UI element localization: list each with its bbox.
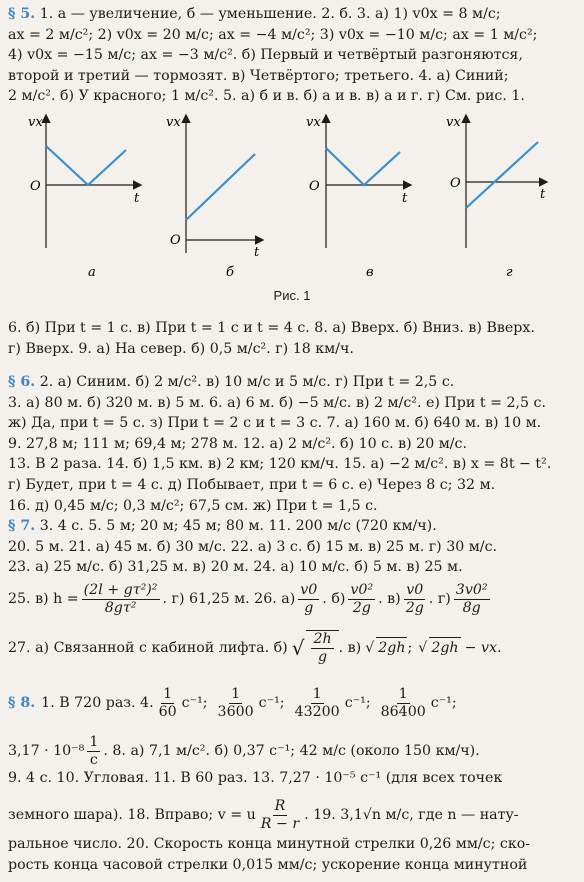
answer-27b-fraction: $\frac{2h}{g}$ bbox=[313, 631, 332, 665]
panel-label-c: в bbox=[366, 265, 374, 280]
section-5 bbox=[8, 4, 578, 107]
section-6-line-2: 3. а) 80 м. б) 320 м. в) 5 м. 6. а) 6 м. б) −5 м/с. в) 2 м/с². е) При t = 2,5 с. bbox=[8, 394, 546, 411]
section-8-line-1 bbox=[8, 686, 578, 721]
section-6-line-1: 2. а) Синим. б) 2 м/с². в) 10 м/с и 5 м/с. г) При t = 2,5 с. bbox=[39, 374, 455, 390]
section-6 bbox=[8, 372, 578, 516]
velocity-line-c bbox=[326, 148, 400, 185]
answer-26d-label: . г) bbox=[428, 591, 451, 608]
graph-panel-b bbox=[166, 115, 262, 260]
answer-27-separator: ; bbox=[407, 639, 413, 656]
axis-y-label-a: vx bbox=[28, 115, 43, 130]
section-8-line-3-text: 9. 4 с. 10. Угловая. 11. В 60 раз. 13. 7,27 · 10⁻⁵ с⁻¹ (для всех точек bbox=[8, 770, 503, 786]
section-5-line-4: второй и третий — тормозят. в) Четвёртого; третьего. 4. а) Синий; bbox=[8, 67, 509, 84]
section-5-header: § 5. bbox=[8, 6, 36, 22]
panel-label-a: а bbox=[88, 265, 96, 280]
graph-panel-c bbox=[306, 115, 410, 248]
axis-x-label-d: t bbox=[540, 187, 546, 202]
answer-27c-label: . в) bbox=[338, 639, 362, 656]
section-5-line-1: 1. а — увеличение, б — уменьшение. 2. б. 3. а) 1) v0x = 8 м/с; bbox=[39, 6, 501, 22]
axis-y-label-d: vx bbox=[446, 115, 461, 130]
velocity-line-b bbox=[186, 154, 255, 220]
section-8-line-3 bbox=[8, 768, 578, 789]
answer-18-fraction: $\frac{R}{R - r}$ bbox=[260, 798, 300, 832]
section-8-line-4-tail: . 19. 3,1√n м/с, где n — нату- bbox=[304, 807, 519, 824]
section-7-line-25 bbox=[8, 582, 578, 617]
unit-3: с⁻¹; bbox=[344, 695, 371, 712]
sqrt-sign-icon: √ bbox=[365, 639, 375, 656]
answer-27d-sqrt: 2gh bbox=[429, 637, 460, 659]
axis-x-label-b: t bbox=[254, 245, 260, 260]
sqrt-sign-icon: √ bbox=[291, 635, 305, 660]
section-5-line-2: ax = 2 м/с²; 2) v0x = 20 м/с; ax = −4 м/с²; 3) v0x = −10 м/с; ax = 1 м/с²; bbox=[8, 26, 538, 43]
answer-26a-fraction: $\frac{v0}{g}$ bbox=[300, 582, 318, 616]
panel-label-d: г bbox=[506, 265, 513, 280]
answer-26b-label: . б) bbox=[322, 591, 346, 608]
section-8-line-2-prefix: 3,17 · 10⁻⁸ bbox=[8, 743, 85, 760]
origin-label-c: O bbox=[309, 179, 320, 194]
answer-27b-sqrt bbox=[306, 630, 338, 666]
axis-y-label-c: vx bbox=[306, 115, 321, 130]
section-8-line-2-tail: . 8. а) 7,1 м/с². б) 0,37 с⁻¹; 42 м/с (около 150 км/ч). bbox=[103, 743, 480, 760]
section-7-line-1: 3. 4 с. 5. 5 м; 20 м; 45 м; 80 м. 11. 200 м/с (720 км/ч). bbox=[39, 518, 437, 534]
section-8-line-4 bbox=[8, 798, 578, 833]
answer-4-fraction-3: $\frac{1}{43200}$ bbox=[294, 686, 340, 720]
answer-25-prefix: 25. в) h = bbox=[8, 591, 79, 608]
answer-25-fraction: $\frac{\text{(2l + gτ²)²}}{\text{8gτ²}}$ bbox=[83, 582, 158, 616]
origin-label-b: O bbox=[170, 233, 181, 248]
section-5c-line-2: г) Вверх. 9. а) На север. б) 0,5 м/с². г) 18 км/ч. bbox=[8, 340, 354, 357]
figure-1 bbox=[0, 108, 584, 313]
answer-frac-per-second: $\frac{1}{с}$ bbox=[89, 734, 99, 768]
section-7-header: § 7. bbox=[8, 518, 36, 534]
section-8-end bbox=[8, 834, 578, 875]
axis-x-label-c: t bbox=[402, 191, 408, 206]
section-5-continued bbox=[8, 318, 578, 359]
answer-4-fraction-4: $\frac{1}{86400}$ bbox=[380, 686, 426, 720]
graph-panel-a bbox=[28, 115, 140, 248]
section-6-header: § 6. bbox=[8, 374, 36, 390]
unit-1: с⁻¹; bbox=[181, 695, 208, 712]
unit-4: с⁻¹; bbox=[430, 695, 457, 712]
section-8-line-5: ральное число. 20. Скорость конца минутной стрелки 0,26 мм/с; ско- bbox=[8, 836, 531, 852]
unit-2: с⁻¹; bbox=[258, 695, 285, 712]
section-7-line-2: 20. 5 м. 21. а) 45 м. б) 30 м/с. 22. а) 3 с. б) 15 м. в) 25 м. г) 30 м/с. bbox=[8, 538, 498, 555]
section-8-line-2 bbox=[8, 734, 578, 769]
answer-26b-fraction: $\frac{\text{v0²}}{2g}$ bbox=[350, 582, 374, 616]
answer-27-prefix: 27. а) Связанной с кабиной лифта. б) bbox=[8, 639, 288, 656]
section-6-line-6: г) Будет, при t = 4 с. д) Побывает, при t = 6 с. е) Через 8 с; 32 м. bbox=[8, 476, 496, 493]
answer-25-mid: . г) 61,25 м. 26. а) bbox=[162, 591, 296, 608]
velocity-graphs bbox=[0, 108, 584, 288]
origin-label-d: O bbox=[450, 176, 461, 191]
figure-caption: Рис. 1 bbox=[273, 288, 311, 303]
section-8-line-6: рость конца часовой стрелки 0,015 мм/с; ускорение конца минутной bbox=[8, 856, 528, 873]
section-5c-line-1: 6. б) При t = 1 с. в) При t = 1 с и t = 4 с. 8. а) Вверх. б) Вниз. в) Вверх. bbox=[8, 320, 535, 336]
section-7-line-27 bbox=[8, 630, 578, 666]
section-5-line-3: 4) v0x = −15 м/с; ax = −3 м/с². б) Первый и четвёртый разгоняются, bbox=[8, 47, 523, 64]
section-6-line-4: 9. 27,8 м; 111 м; 69,4 м; 278 м. 12. а) 2 м/с². б) 10 с. в) 20 м/с. bbox=[8, 435, 468, 452]
section-7 bbox=[8, 516, 578, 578]
section-6-line-5: 13. В 2 раза. 14. б) 1,5 км. в) 2 км; 120 км/ч. 15. а) −2 м/с². в) x = 8t − t². bbox=[8, 456, 552, 473]
velocity-line-d bbox=[466, 142, 538, 208]
axis-x-label-a: t bbox=[134, 191, 140, 206]
section-8-line-4-prefix: земного шара). 18. Вправо; v = u bbox=[8, 807, 256, 824]
section-5-line-5: 2 м/с². б) У красного; 1 м/с². 5. а) б и в. б) а и в. в) а и г. г) См. рис. 1. bbox=[8, 88, 525, 105]
answer-26c-label: . в) bbox=[378, 591, 401, 608]
answer-26d-fraction: $\frac{\text{3v0²}}{8g}$ bbox=[455, 582, 488, 616]
sqrt-sign-icon: √ bbox=[418, 639, 428, 656]
answer-4-fraction-1: $\frac{1}{60}$ bbox=[158, 686, 177, 720]
answer-26c-fraction: $\frac{v0}{2g}$ bbox=[405, 582, 424, 616]
graph-panel-d bbox=[446, 115, 546, 248]
section-6-line-3: ж) Да, при t = 5 с. з) При t = 2 с и t = 3 с. 7. а) 160 м. б) 640 м. в) 10 м. bbox=[8, 415, 542, 432]
origin-label-a: O bbox=[30, 179, 41, 194]
panel-label-b: б bbox=[226, 265, 234, 280]
axis-y-label-b: vx bbox=[166, 115, 181, 130]
section-8-line-1-prefix: 1. В 720 раз. 4. bbox=[41, 695, 154, 712]
velocity-line-a bbox=[46, 146, 126, 185]
section-8-header: § 8. bbox=[8, 695, 36, 712]
section-6-line-7: 16. д) 0,45 м/с; 0,3 м/с²; 67,5 см. ж) При t = 1,5 с. bbox=[8, 497, 378, 514]
answer-27c-sqrt: 2gh bbox=[376, 637, 407, 659]
answer-4-fraction-2: $\frac{1}{3600}$ bbox=[217, 686, 254, 720]
section-7-line-3: 23. а) 25 м/с. б) 31,25 м. в) 20 м. 24. а) 10 м/с. б) 5 м. в) 25 м. bbox=[8, 559, 463, 576]
answer-27-tail: − vx. bbox=[464, 639, 502, 656]
